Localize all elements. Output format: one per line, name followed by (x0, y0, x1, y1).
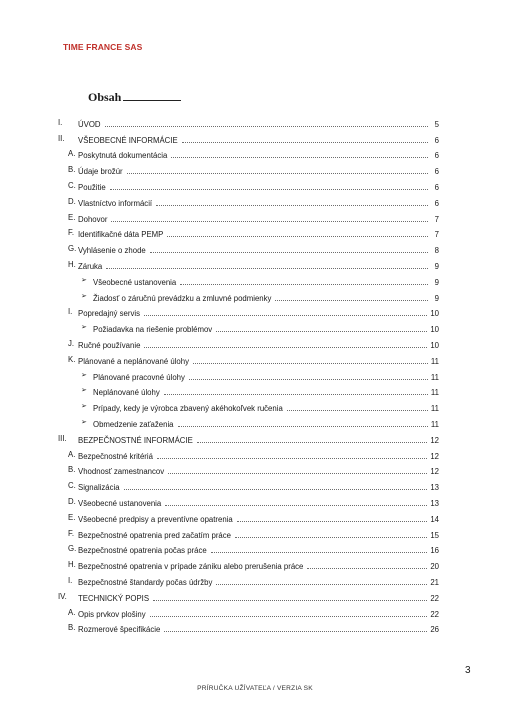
toc-entry-page: 11 (430, 404, 439, 414)
toc-entry-page: 12 (430, 435, 439, 445)
toc-entry[interactable] (58, 540, 439, 556)
toc-entry-number: IV. (58, 591, 67, 601)
toc-entry[interactable] (58, 524, 439, 540)
toc-entry[interactable] (58, 366, 439, 382)
arrow-bullet-icon: ➢ (81, 403, 87, 411)
dot-leader (287, 409, 428, 411)
toc-entry-page: 11 (430, 388, 439, 398)
toc-entry-number: G. (68, 244, 77, 254)
toc-entry-page: 6 (434, 198, 439, 208)
dot-leader (164, 630, 427, 632)
toc-entry[interactable] (58, 113, 439, 129)
toc-entry-page: 21 (430, 577, 439, 587)
arrow-bullet-icon: ➢ (81, 387, 87, 395)
toc-entry-page: 11 (430, 372, 439, 382)
title-underline (123, 90, 181, 101)
toc-entry[interactable] (58, 239, 439, 255)
toc-entry-number: G. (68, 544, 77, 554)
dot-leader (168, 472, 427, 474)
toc-entry-number: I. (58, 117, 63, 127)
toc-entry-label: Všeobecné ustanovenia (78, 498, 162, 508)
page-number: 3 (465, 665, 471, 676)
toc-entry-number: E. (68, 212, 76, 222)
toc-entry-label: Signalizácia (78, 483, 120, 493)
toc-entry-number: A. (68, 449, 76, 459)
toc-entry-number: D. (68, 196, 76, 206)
toc-entry[interactable] (58, 555, 439, 571)
toc-entry[interactable] (58, 382, 439, 398)
toc-entry-page: 15 (430, 530, 439, 540)
toc-entry[interactable] (58, 160, 439, 176)
dot-leader (171, 156, 428, 158)
dot-leader (167, 235, 428, 237)
footer-text: PRÍRUČKA UŽÍVATEĽA / VERZIA SK (197, 685, 313, 692)
toc-entry[interactable] (58, 587, 439, 603)
toc-entry-label: Bezpečnostné opatrenia počas práce (78, 546, 207, 556)
toc-entry-number: II. (58, 133, 65, 143)
toc-entry-page: 6 (434, 135, 439, 145)
dot-leader (193, 362, 428, 364)
dot-leader (189, 378, 428, 380)
toc-entry-label: Žiadosť o záručnú prevádzku a zmluvné podmienky (93, 293, 272, 303)
toc-entry-label: Vhodnosť zamestnancov (78, 467, 165, 477)
toc-entry[interactable] (58, 413, 439, 429)
toc-entry-label: Neplánované úlohy (93, 388, 160, 398)
toc-entry-number: F. (68, 528, 75, 538)
toc-entry-number: C. (68, 180, 76, 190)
dot-leader (150, 251, 428, 253)
toc-entry[interactable] (58, 603, 439, 619)
dot-leader (180, 283, 428, 285)
dot-leader (216, 583, 427, 585)
toc-entry-page: 7 (434, 214, 439, 224)
arrow-bullet-icon: ➢ (81, 371, 87, 379)
toc-entry-label: Obmedzenie zaťaženia (93, 419, 174, 429)
dot-leader (197, 441, 428, 443)
toc-entry[interactable] (58, 208, 439, 224)
toc-entry-label: Dohovor (78, 214, 108, 224)
toc-entry[interactable] (58, 224, 439, 240)
toc-entry-label: Plánované pracovné úlohy (93, 372, 185, 382)
toc-entry-page: 10 (430, 309, 439, 319)
dot-leader (182, 141, 428, 143)
toc-entry-label: VŠEOBECNÉ INFORMÁCIE (78, 135, 178, 145)
toc-entry-number: C. (68, 481, 76, 491)
dot-leader (235, 536, 427, 538)
toc-entry-number: B. (68, 165, 76, 175)
toc-entry-page: 6 (434, 151, 439, 161)
toc-entry-page: 10 (430, 325, 439, 335)
toc-entry[interactable] (58, 397, 439, 413)
toc-entry-label: Všeobecné predpisy a preventívne opatrenia (78, 514, 233, 524)
toc-entry-number: A. (68, 607, 76, 617)
toc-entry[interactable] (58, 476, 439, 492)
toc-entry-label: Vyhlásenie o zhode (78, 246, 146, 256)
toc-entry-page: 11 (430, 356, 439, 366)
toc-entry[interactable] (58, 287, 439, 303)
toc-entry-page: 10 (430, 340, 439, 350)
dot-leader (127, 172, 428, 174)
toc-entry-label: Opis prvkov plošiny (78, 609, 146, 619)
toc-entry-number: I. (68, 307, 73, 317)
toc-entry[interactable] (58, 571, 439, 587)
toc-entry-page: 6 (434, 182, 439, 192)
toc-entry-label: Rozmerové špecifikácie (78, 625, 161, 635)
toc-entry-label: Bezpečnostné opatrenia pred začatím práce (78, 530, 231, 540)
toc-entry-label: Bezpečnostné opatrenia v prípade zániku alebo prerušenia práce (78, 562, 304, 572)
toc-entry-number: A. (68, 149, 76, 159)
toc-entry-label: Všeobecné ustanovenia (93, 277, 177, 287)
toc-entry-page: 22 (430, 593, 439, 603)
dot-leader (153, 599, 427, 601)
toc-entry-number: H. (68, 259, 76, 269)
toc-entry-page: 16 (430, 546, 439, 556)
dot-leader (144, 314, 427, 316)
dot-leader (111, 220, 428, 222)
toc-entry-number: B. (68, 623, 76, 633)
toc-entry-page: 14 (430, 514, 439, 524)
toc-entry[interactable] (58, 429, 439, 445)
toc-entry-label: Použitie (78, 182, 106, 192)
arrow-bullet-icon: ➢ (81, 324, 87, 332)
arrow-bullet-icon: ➢ (81, 276, 87, 284)
toc-entry[interactable] (58, 445, 439, 461)
toc-entry[interactable] (58, 492, 439, 508)
toc-entry[interactable] (58, 508, 439, 524)
toc-entry-number: K. (68, 354, 76, 364)
dot-leader (110, 188, 428, 190)
toc-entry-number: III. (58, 433, 67, 443)
dot-leader (144, 346, 427, 348)
toc-entry[interactable] (58, 145, 439, 161)
toc-title (88, 90, 181, 105)
toc-entry[interactable] (58, 271, 439, 287)
toc-entry-page: 12 (430, 451, 439, 461)
toc-entry[interactable] (58, 461, 439, 477)
toc-entry-number: D. (68, 496, 76, 506)
dot-leader (150, 615, 428, 617)
toc-entry-number: H. (68, 560, 76, 570)
toc-entry-page: 5 (434, 119, 439, 129)
toc-entry-number: I. (68, 575, 73, 585)
dot-leader (156, 204, 428, 206)
toc-entry[interactable] (58, 129, 439, 145)
toc-entry-label: Plánované a neplánované úlohy (78, 356, 189, 366)
toc-entry-label: Údaje brožúr (78, 167, 123, 177)
arrow-bullet-icon: ➢ (81, 418, 87, 426)
toc-entry-number: F. (68, 228, 75, 238)
toc-entry[interactable] (58, 303, 439, 319)
toc-entry-number: E. (68, 512, 76, 522)
toc-entry-label: Bezpečnostné kritériá (78, 451, 153, 461)
toc-title-text: Obsah (88, 90, 122, 104)
dot-leader (275, 299, 428, 301)
toc-entry-page: 8 (434, 246, 439, 256)
toc-entry-label: Ručné používanie (78, 340, 141, 350)
dot-leader (307, 567, 427, 569)
toc-entry-label: Požiadavka na riešenie problémov (93, 325, 213, 335)
toc-entry[interactable] (58, 318, 439, 334)
toc-entry-page: 22 (430, 609, 439, 619)
dot-leader (165, 504, 427, 506)
toc-entry[interactable] (58, 255, 439, 271)
dot-leader (216, 330, 427, 332)
toc-entry[interactable] (58, 350, 439, 366)
arrow-bullet-icon: ➢ (81, 292, 87, 300)
toc-entry-label: Záruka (78, 261, 103, 271)
toc-entry-number: B. (68, 465, 76, 475)
toc-entry-page: 12 (430, 467, 439, 477)
dot-leader (105, 125, 428, 127)
toc-entry-page: 13 (430, 483, 439, 493)
toc-entry-page: 9 (434, 261, 439, 271)
toc-entry-page: 13 (430, 498, 439, 508)
toc-entry-page: 6 (434, 167, 439, 177)
toc-entry[interactable] (58, 619, 439, 635)
toc-entry-label: Popredajný servis (78, 309, 140, 319)
toc-entry-number: J. (68, 338, 75, 348)
toc-entry-page: 9 (434, 277, 439, 287)
toc-entry-page: 11 (430, 419, 439, 429)
dot-leader (124, 488, 428, 490)
toc-entry-label: ÚVOD (78, 119, 101, 129)
dot-leader (178, 425, 428, 427)
toc-entry-label: BEZPEČNOSTNÉ INFORMÁCIE (78, 435, 193, 445)
table-of-contents (58, 113, 439, 634)
toc-entry-label: TECHNICKÝ POPIS (78, 593, 150, 603)
toc-entry-page: 20 (430, 562, 439, 572)
toc-entry[interactable] (58, 334, 439, 350)
toc-entry-page: 26 (430, 625, 439, 635)
dot-leader (211, 551, 428, 553)
company-header: TIME FRANCE SAS (63, 42, 143, 52)
toc-entry[interactable] (58, 176, 439, 192)
toc-entry-label: Identifikačné dáta PEMP (78, 230, 164, 240)
toc-entry-label: Bezpečnostné štandardy počas údržby (78, 577, 213, 587)
dot-leader (106, 267, 428, 269)
toc-entry-label: Vlastníctvo informácií (78, 198, 153, 208)
toc-entry-label: Poskytnutá dokumentácia (78, 151, 168, 161)
dot-leader (157, 457, 427, 459)
dot-leader (164, 393, 428, 395)
toc-entry-label: Prípady, kedy je výrobca zbavený akéhokoľvek ručenia (93, 404, 283, 414)
toc-entry-page: 7 (434, 230, 439, 240)
toc-entry-page: 9 (434, 293, 439, 303)
dot-leader (237, 520, 428, 522)
toc-entry[interactable] (58, 192, 439, 208)
